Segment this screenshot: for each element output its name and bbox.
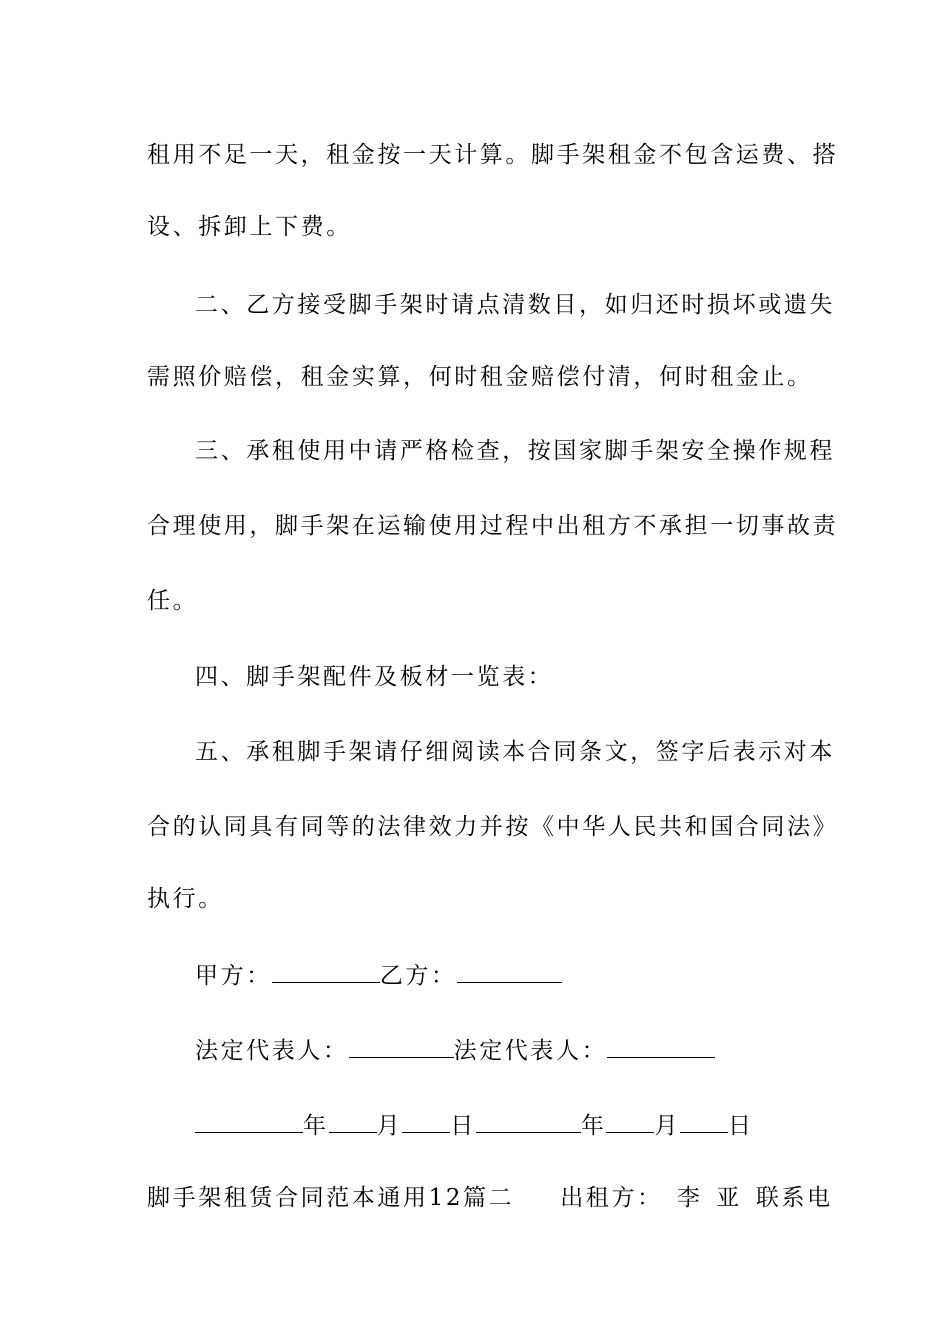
paragraph-line: 三、承租使用中请严格检查，按国家脚手架安全操作规程: [195, 438, 835, 464]
paragraph-line: 设、拆卸上下费。: [147, 214, 352, 240]
paragraph-line: 合的认同具有同等的法律效力并按《中华人民共和国合同法》: [147, 814, 839, 840]
day-b-label: 日: [728, 1113, 754, 1139]
contract-heading-line: [147, 1183, 833, 1213]
paragraph-line: 执行。: [147, 886, 224, 912]
year-a-label: 年: [303, 1113, 329, 1139]
day-a-label: 日: [450, 1113, 476, 1139]
rep-a-label: 法定代表人：: [195, 1038, 349, 1064]
paragraph-line: 租用不足一天，租金按一天计算。脚手架租金不包含运费、搭: [147, 142, 839, 168]
representative-signature-line: [195, 1035, 807, 1066]
rep-a-blank: [349, 1035, 454, 1058]
month-b-label: 月: [654, 1113, 681, 1139]
party-b-blank: [457, 960, 562, 983]
date-signature-line: [195, 1110, 807, 1141]
party-signature-line: [195, 960, 807, 991]
paragraph-line: 合理使用，脚手架在运输使用过程中出租方不承担一切事故责: [147, 513, 839, 539]
lessor-label: 出租方：: [560, 1185, 663, 1211]
paragraph-line: 五、承租脚手架请仔细阅读本合同条文，签字后表示对本: [195, 739, 835, 765]
day-a-blank: [402, 1110, 450, 1133]
year-b-label: 年: [580, 1113, 607, 1139]
contract-title: 脚手架租赁合同范本通用12篇二: [147, 1185, 515, 1211]
rep-b-label: 法定代表人：: [453, 1038, 608, 1064]
party-a-label: 甲方：: [195, 963, 272, 989]
party-b-label: 乙方：: [379, 963, 457, 989]
day-b-blank: [680, 1110, 728, 1133]
rep-b-blank: [607, 1035, 715, 1058]
party-a-blank: [272, 960, 380, 983]
lessor-name-part: 李: [676, 1185, 703, 1211]
month-b-blank: [606, 1110, 654, 1133]
month-a-label: 月: [376, 1113, 403, 1139]
month-a-blank: [329, 1110, 377, 1133]
paragraph-line: 需照价赔偿，租金实算，何时租金赔偿付清，何时租金止。: [147, 364, 813, 390]
year-b-blank: [476, 1110, 581, 1133]
lessor-name-part: 亚: [716, 1185, 742, 1211]
paragraph-line: 四、脚手架配件及板材一览表：: [195, 664, 554, 690]
year-a-blank: [195, 1110, 303, 1133]
paragraph-line: 二、乙方接受脚手架时请点清数目，如归还时损坏或遗失: [195, 292, 835, 318]
contact-label: 联系电: [755, 1185, 833, 1211]
paragraph-line: 任。: [147, 588, 199, 614]
